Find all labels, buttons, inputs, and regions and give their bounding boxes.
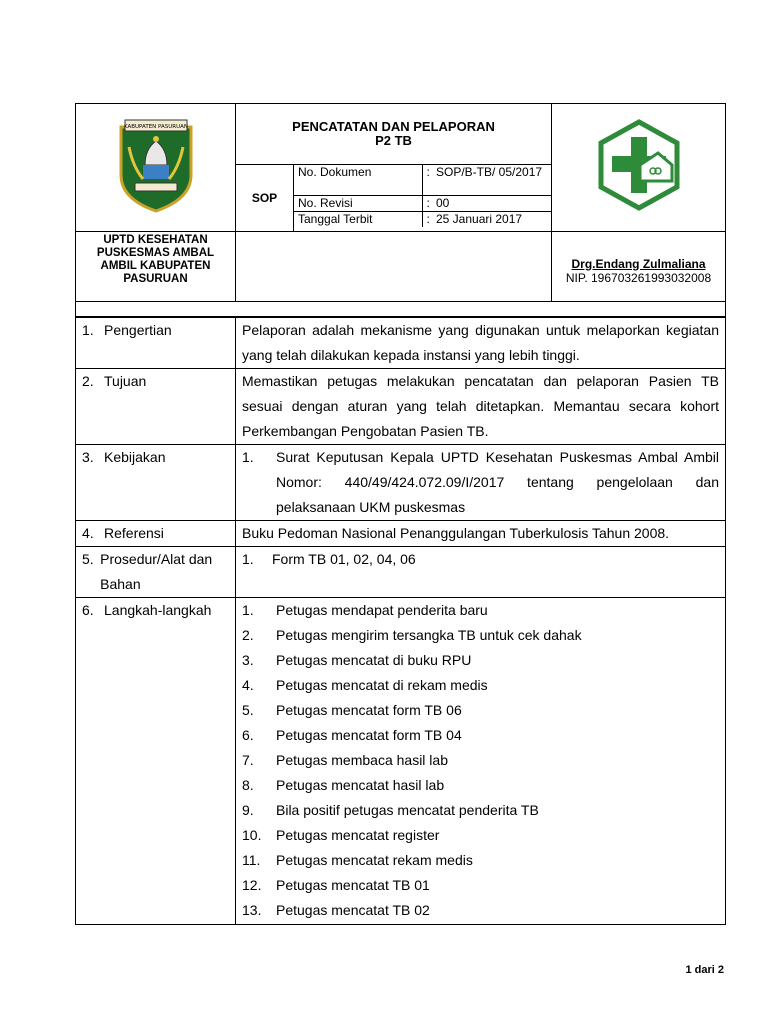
list-item: 1. Surat Keputusan Kepala UPTD Kesehatan Puskesmas Ambal Ambil Nomor: 440/49/424.072.09/I/2017 tentang pengelolaan dan pelaksanaan UKM puskesmas	[242, 449, 719, 515]
section-label: Pengertian	[104, 322, 172, 338]
signatory	[552, 232, 726, 302]
content-table	[75, 317, 726, 925]
section-label: Referensi	[104, 525, 164, 541]
regency-logo-cell	[76, 104, 236, 232]
meta-value-issue-date: 25 Januari 2017	[432, 212, 551, 228]
section-text: Pelaporan adalah mekanisme yang digunakan untuk melaporkan kegiatan yang telah dilakukan kepada instansi yang lebih tinggi.	[236, 318, 726, 369]
list-item: 9. Bila positif petugas mencatat penderita TB	[242, 802, 539, 818]
crest-banner-text: KABUPATEN PASURUAN	[123, 124, 188, 130]
section-list-cell	[236, 445, 726, 521]
list-item: 4. Petugas mencatat di rekam medis	[242, 677, 488, 693]
meta-value-doc-number: SOP/B-TB/ 05/2017	[432, 165, 551, 196]
section-label: Kebijakan	[104, 449, 166, 465]
signatory-name: Drg.Endang Zulmaliana	[571, 256, 706, 271]
meta-label-issue-date: Tanggal Terbit	[294, 212, 422, 228]
meta-colon: :	[422, 165, 432, 196]
page-number: 1 dari 2	[685, 964, 724, 976]
list-item: 7. Petugas membaca hasil lab	[242, 752, 448, 768]
section-label: Tujuan	[104, 373, 147, 389]
meta-label-revision: No. Revisi	[294, 196, 422, 212]
section-list-cell	[236, 598, 726, 925]
puskesmas-logo-icon	[596, 119, 682, 211]
sop-document	[75, 103, 725, 925]
document-meta	[294, 165, 552, 232]
list-item: 1. Form TB 01, 02, 04, 06	[242, 551, 416, 567]
meta-value-revision: 00	[432, 196, 551, 212]
sop-label: SOP	[236, 165, 294, 232]
title-line-2: P2 TB	[375, 133, 412, 148]
list-item: 8. Petugas mencatat hasil lab	[242, 777, 445, 793]
section-label-cell: 1. Pengertian	[76, 318, 236, 369]
meta-colon: :	[422, 196, 432, 212]
list-item: 2. Petugas mengirim tersangka TB untuk cek dahak	[242, 627, 582, 643]
section-label-cell: 6. Langkah-langkah	[76, 598, 236, 925]
title-line-1: PENCATATAN DAN PELAPORAN	[292, 119, 495, 134]
list-item: 5. Petugas mencatat form TB 06	[242, 702, 462, 718]
list-item: 10. Petugas mencatat register	[242, 827, 440, 843]
spacer-row	[76, 302, 726, 317]
list-item: 13. Petugas mencatat TB 02	[242, 902, 430, 918]
regency-crest-icon	[115, 117, 197, 213]
section-label-cell: 2. Tujuan	[76, 369, 236, 445]
list-item: 6. Petugas mencatat form TB 04	[242, 727, 462, 743]
blank-cell	[236, 232, 552, 302]
section-label: Prosedur/Alat dan Bahan	[100, 551, 213, 592]
meta-colon: :	[422, 212, 432, 228]
section-label-cell: 4. Referensi	[76, 521, 236, 547]
list-item: 3. Petugas mencatat di buku RPU	[242, 652, 472, 668]
section-text: Memastikan petugas melakukan pencatatan dan pelaporan Pasien TB sesuai dengan aturan yang telah ditetapkan. Memantau secara kohort Perkembangan Pengobatan Pasien TB.	[236, 369, 726, 445]
signatory-nip: NIP. 196703261993032008	[565, 270, 712, 285]
section-text: Buku Pedoman Nasional Penanggulangan Tuberkulosis Tahun 2008.	[236, 521, 726, 547]
section-list-cell	[236, 547, 726, 598]
section-label: Langkah-langkah	[104, 602, 212, 618]
list-item: 12. Petugas mencatat TB 01	[242, 877, 430, 893]
section-label-cell: 5. Prosedur/Alat dan Bahan	[76, 547, 236, 598]
document-title	[236, 104, 552, 165]
puskesmas-logo-cell	[552, 104, 726, 232]
list-item: 1. Petugas mendapat penderita baru	[242, 602, 488, 618]
header-table	[75, 103, 726, 317]
meta-label-doc-number: No. Dokumen	[294, 165, 422, 196]
list-item: 11. Petugas mencatat rekam medis	[242, 852, 473, 868]
section-label-cell: 3. Kebijakan	[76, 445, 236, 521]
organization-name: UPTD KESEHATAN PUSKESMAS AMBAL AMBIL KABUPATEN PASURUAN	[76, 232, 236, 302]
